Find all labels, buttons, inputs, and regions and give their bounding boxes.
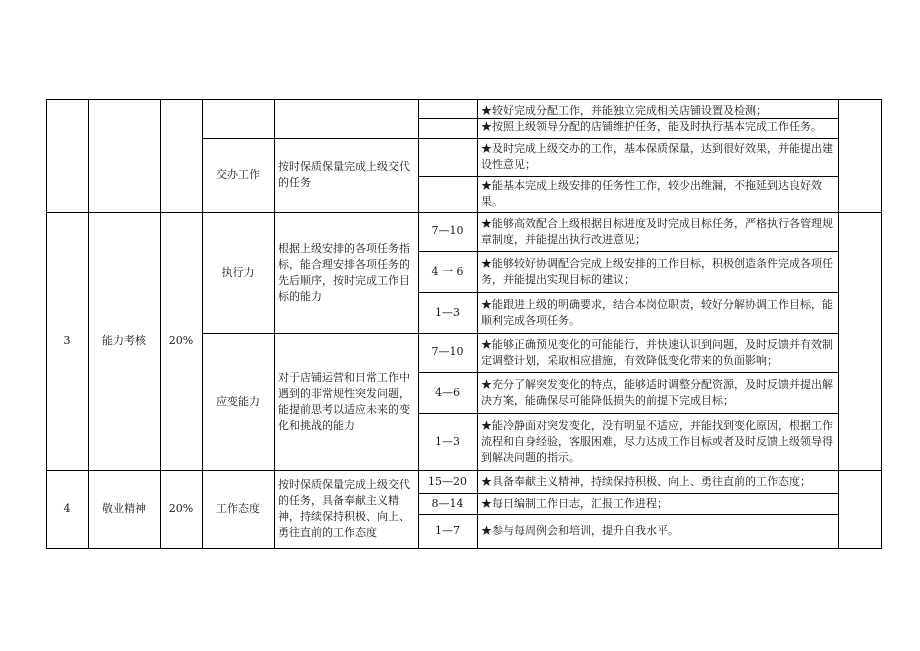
grid-line — [418, 493, 838, 494]
grid-line — [418, 176, 838, 177]
top-criterion-2: ★按照上级领导分配的店铺维护任务，能及时执行基本完成工作任务。 — [481, 120, 822, 133]
grid-line — [46, 99, 882, 100]
yingbian-criterion-3: ★能冷静面对突发变化，没有明显不适应，并能找到变化原因，根据工作流程和自身经验，客服困难，尽力达成工作目标或者及时反馈上级领导得到解决问题的指示。 — [481, 418, 833, 464]
taidu-criterion-3: ★参与每周例会和培训，提升自我水平。 — [481, 524, 679, 537]
grid-line — [46, 99, 47, 549]
section-4-weight: 20% — [168, 502, 194, 515]
item-desc-taidu: 按时保质保量完成上级交代的任务，具备奉献主义精神，持续保持积极、向上、勇往直前的工作态度 — [278, 478, 410, 539]
grid-line — [418, 118, 838, 119]
score-range: 7—10 — [431, 345, 464, 358]
jiaoban-criterion-1: ★及时完成上级交办的工作，基本保质保量，达到很好效果，并能提出建设性意见； — [481, 142, 833, 171]
top-criterion-1: ★较好完成分配工作，并能独立完成相关店铺设置及检测； — [481, 104, 767, 117]
zhixing-criterion-2: ★能够较好协调配合完成上级安排的工作目标，积极创造条件完成各项任务，并能提出实现目标的建议； — [481, 256, 833, 286]
item-desc-yingbian: 对于店铺运营和日常工作中遇到的非常规性突发问题，能提前思考以适应未来的变化和挑战的能力 — [278, 370, 410, 432]
jiaoban-criterion-2: ★能基本完成上级安排的任务性工作，较少出维漏，不拖延到达良好效果。 — [481, 179, 822, 208]
grid-line — [477, 99, 478, 549]
grid-line — [418, 514, 838, 515]
score-range: 1—3 — [435, 434, 460, 448]
yingbian-criterion-1: ★能够正确预见变化的可能能行，并快速认识到问题，及时反馈并有效制定调整计划，采取相应措施，有效降低变化带来的负面影响； — [481, 337, 833, 367]
grid-line — [838, 99, 839, 549]
grid-line — [202, 138, 838, 139]
score-range: 15—20 — [428, 474, 467, 488]
grid-line — [46, 470, 882, 471]
score-range: 1—3 — [435, 305, 460, 319]
grid-line — [418, 372, 838, 373]
grid-line — [418, 251, 838, 252]
grid-line — [202, 99, 203, 549]
zhixing-criterion-1: ★能够高效配合上级根据目标进度及时完成目标任务，严格执行各管理规章制度，并能提出执行改进意见； — [481, 216, 833, 246]
score-range: 7—10 — [431, 224, 464, 237]
grid-line — [274, 99, 275, 549]
yingbian-criterion-2: ★充分了解突发变化的特点，能够适时调整分配资源，及时反馈并提出解决方案，能确保尽可能降低损失的前提下完成目标； — [481, 377, 833, 407]
score-range: 8—14 — [431, 496, 464, 510]
grid-line — [418, 292, 838, 293]
score-range: 4 一 6 — [431, 264, 464, 278]
section-4-index: 4 — [63, 502, 71, 515]
item-name-taidu: 工作态度 — [216, 502, 260, 515]
score-range: 4—6 — [435, 385, 460, 399]
item-desc-jiaoban: 按时保质保量完成上级交代的任务 — [278, 160, 410, 189]
zhixing-criterion-3: ★能跟进上级的明确要求，结合本岗位职责，较好分解协调工作目标，能顺利完成各项任务。 — [481, 297, 833, 327]
grid-line — [202, 333, 838, 334]
item-name-zhixing: 执行力 — [221, 265, 255, 279]
grid-line — [881, 99, 882, 549]
grid-line — [418, 413, 838, 414]
item-name-jiaoban: 交办工作 — [216, 168, 260, 181]
grid-line — [160, 99, 161, 549]
item-name-yingbian: 应变能力 — [216, 394, 260, 408]
taidu-criterion-2: ★每日编制工作日志，汇报工作进程； — [481, 496, 668, 510]
grid-line — [46, 212, 882, 213]
section-3-index: 3 — [63, 334, 71, 347]
section-3-category: 能力考核 — [102, 334, 146, 347]
grid-line — [46, 548, 882, 549]
grid-line — [418, 99, 419, 549]
taidu-criterion-1: ★具备奉献主义精神，持续保持积极、向上、勇往直前的工作态度； — [481, 474, 811, 488]
item-desc-zhixing: 根据上级安排的各项任务指标，能合理安排各项任务的先后顺序，按时完成工作目标的能力 — [278, 241, 410, 303]
section-4-category: 敬业精神 — [102, 502, 146, 515]
grid-line — [88, 99, 89, 549]
score-range: 1—7 — [435, 524, 460, 537]
section-3-weight: 20% — [168, 334, 194, 347]
